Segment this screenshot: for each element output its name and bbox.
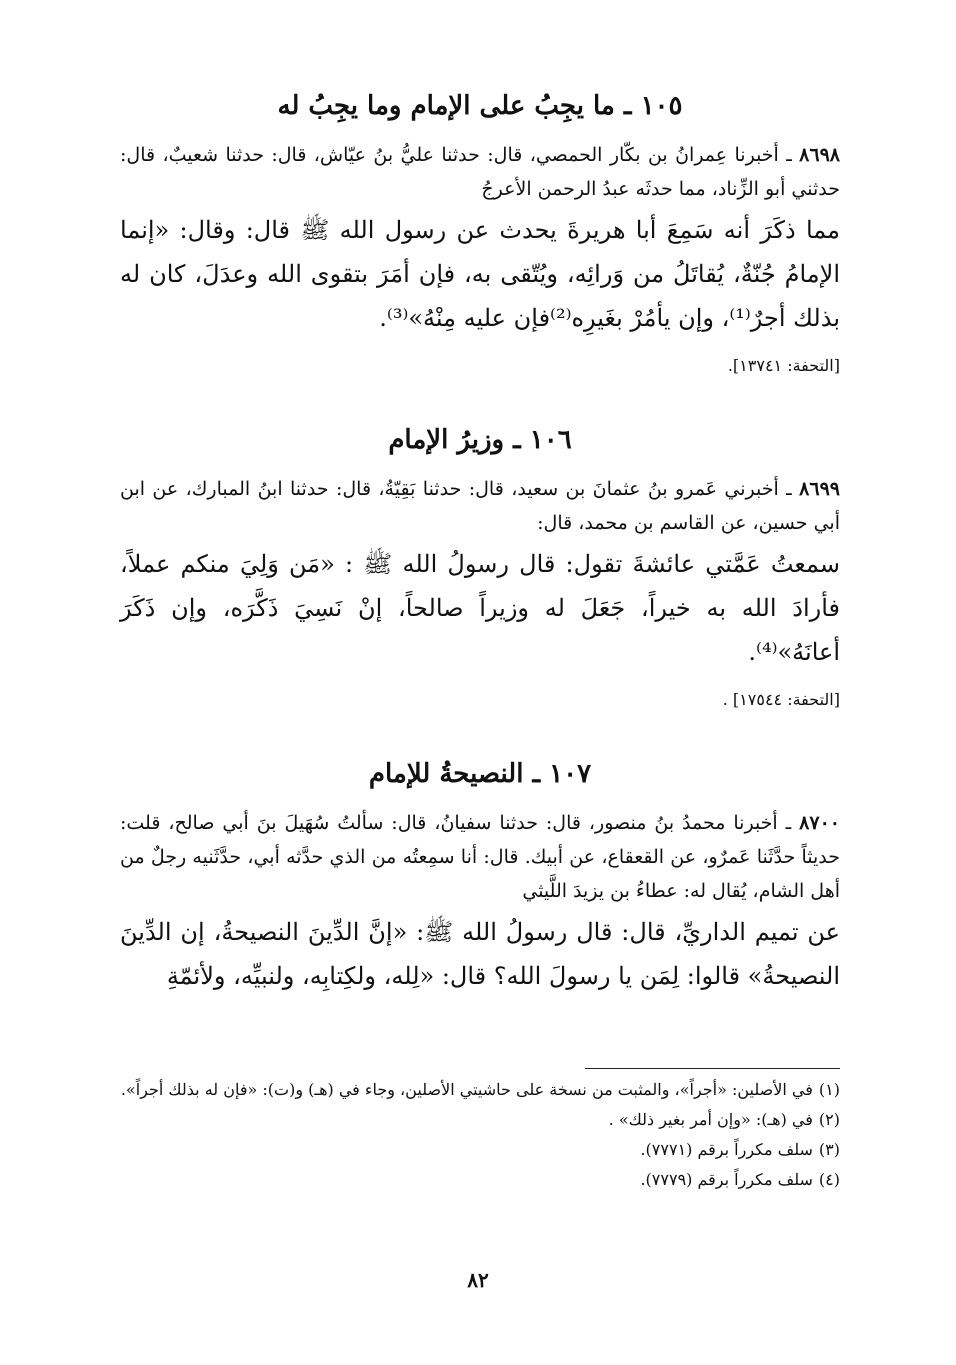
section-106	[120, 418, 840, 714]
section-107	[120, 752, 840, 998]
page-number: ٨٢	[467, 1268, 489, 1292]
footnote-number: (٤)	[818, 1170, 840, 1189]
footnote-number: (١)	[818, 1080, 840, 1099]
footnote-number: (٢)	[818, 1110, 840, 1129]
footnote-text: في الأصلين: «أجراً»، والمثبت من نسخة على حاشيتي الأصلين، وجاء في (هـ) و(ت): «فإن له بذلك أجراً».	[120, 1080, 813, 1099]
section-105	[120, 84, 840, 380]
hadith-chain	[120, 472, 840, 540]
hadith-matn: مما ذكَرَ أنه سَمِعَ أبا هريرةَ يحدث عن رسول الله ﷺ قال: وقال: «إنما الإمامُ جُنّةٌ، يُقاتَلُ من وَرائِه، ويُتّقى به، فإن أمَرَ بتقوى الله وعدَلَ، كان له بذلك أجرٌ⁽¹⁾، وإن يأمُرْ بغَيرِه⁽²⁾فإن عليه مِنْهُ»⁽³⁾.	[120, 216, 840, 332]
hadith-chain	[120, 138, 840, 206]
tuhfa-reference: [التحفة: ١٣٧٤١].	[727, 356, 840, 375]
chain-text: ـ أخبرني عَمرو بنُ عثمانَ بن سعيد، قال: حدثنا بَقِيّةُ، قال: حدثنا ابنُ المبارك، عن ابن أبي حسين، عن القاسم بن محمد، قال:	[120, 478, 840, 534]
hadith-number: ٨٦٩٨	[799, 144, 840, 166]
footnote-text: سلف مكرراً برقم (٧٧٧٩).	[640, 1170, 813, 1189]
section-heading: ١٠٦ ـ وزيرُ الإمام	[388, 425, 572, 455]
section-heading: ١٠٥ ـ ما يجِبُ على الإمام وما يجِبُ له	[277, 91, 683, 121]
hadith-chain	[120, 806, 840, 908]
hadith-matn: عن تميم الداريِّ، قال: قال رسولُ الله ﷺ: «إنَّ الدِّينَ النصيحةُ، إن الدِّينَ النصيحةُ» قالوا: لِمَن يا رسولَ الله؟ قال: «لِله، ولكِتابِه، ولنبيِّه، ولأئمّةِ	[120, 918, 840, 990]
chain-text: ـ أخبرنا محمدُ بنُ منصور، قال: حدثنا سفيانُ، قال: سألتُ سُهَيلَ بنَ أبي صالح، قلت: حديثاً حدَّثَنا عَمرٌو، عن القعقاع، عن أبيك. قال: أنا سمِعتُه من الذي حدَّثه أبي، حدَّثَنيه رجلٌ من أهل الشام، يُقال له: عطاءُ بن يزيدَ اللَّيثي	[120, 812, 840, 902]
footnote-text: سلف مكرراً برقم (٧٧٧١).	[640, 1140, 813, 1159]
footnote-divider	[585, 1068, 840, 1069]
hadith-number: ٨٧٠٠	[799, 812, 840, 834]
chain-text: ـ أخبرنا عِمرانُ بن بكّار الحمصي، قال: حدثنا عليُّ بنُ عيّاش، قال: حدثنا شعيبٌ، قال: حدثني أبو الزِّناد، مما حدثَه عبدُ الرحمن الأعرجُ	[120, 144, 840, 200]
footnotes	[120, 1068, 840, 1195]
hadith-8700	[120, 806, 840, 998]
tuhfa-reference: [التحفة: ١٧٥٤٤] .	[722, 690, 840, 709]
footnote-2	[120, 1105, 840, 1135]
footnote-1	[120, 1075, 840, 1105]
footnote-4	[120, 1165, 840, 1195]
hadith-matn: سمعتُ عَمَّتي عائشةَ تقول: قال رسولُ الله ﷺ : «مَن وَلِيَ منكم عملاً، فأرادَ الله به خيراً، جَعَلَ له وزيراً صالحاً، إنْ نَسِيَ ذَكَّرَه، وإن ذَكَرَ أعانَهُ»⁽⁴⁾.	[120, 550, 840, 666]
footnote-number: (٣)	[818, 1140, 840, 1159]
section-heading: ١٠٧ ـ النصيحةُ للإمام	[368, 759, 592, 789]
hadith-8699	[120, 472, 840, 674]
footnote-text: في (هـ): «وإن أمر بغير ذلك» .	[608, 1110, 813, 1129]
page-body	[120, 70, 840, 998]
hadith-8698	[120, 138, 840, 340]
hadith-number: ٨٦٩٩	[799, 478, 840, 500]
footnote-3	[120, 1135, 840, 1165]
